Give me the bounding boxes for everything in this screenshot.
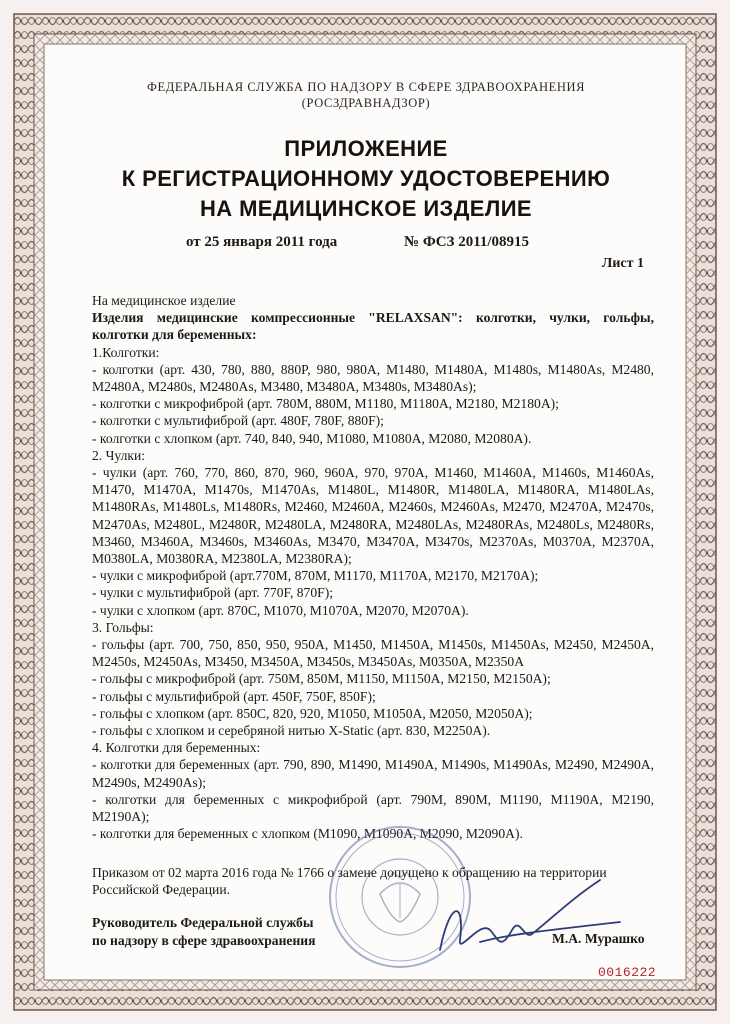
signatory-title (92, 914, 315, 949)
issue-date: от 25 января 2011 года (186, 234, 338, 250)
signatory-name: М.А. Мурашко (552, 931, 645, 946)
list-item: - чулки с микрофиброй (арт.770M, 870M, M1170, M1170A, M2170, M2170A); (92, 568, 539, 584)
list-item: 3. Гольфы: (92, 619, 154, 635)
agency-name: ФЕДЕРАЛЬНАЯ СЛУЖБА ПО НАДЗОРУ В СФЕРЕ ЗДРАВООХРАНЕНИЯ (146, 80, 586, 94)
list-item: 4. Колготки для беременных: (92, 740, 261, 756)
list-item: - чулки с мультифиброй (арт. 770F, 870F); (92, 585, 334, 601)
list-item: - колготки для беременных (арт. 790, 890, M1490, M1490A, M1490s, M1490As, M2490, M2490A, M2490s, M2490As); (92, 757, 654, 790)
doc-title-line3: НА МЕДИЦИНСКОЕ ИЗДЕЛИЕ (199, 196, 533, 221)
decree-text: Приказом от 02 марта 2016 года № 1766 о замене допущено к обращению на территории Российской Федерации. (92, 865, 607, 898)
list-item: - колготки с микрофиброй (арт. 780M, 880M, M1180, M1180A, M2180, M2180A); (92, 396, 559, 412)
doc-title-line1: ПРИЛОЖЕНИЕ (284, 136, 448, 161)
signatory-title-line1: Руководитель Федеральной службы (92, 915, 314, 930)
product-description (92, 292, 654, 843)
list-item: - колготки (арт. 430, 780, 880, 880P, 980, 980A, M1480, M1480A, M1480s, M1480As, M2480, M2480A, M2480s, M2480As, M3480, M3480A, M3480s, M3480As); (92, 361, 654, 395)
list-item: - колготки с хлопком (арт. 740, 840, 940, M1080, M1080A, M2080, M2080A). (92, 430, 532, 446)
signatory-title-line2: по надзору в сфере здравоохранения (92, 932, 316, 948)
list-item: - гольфы с микрофиброй (арт. 750M, 850M, M1150, M1150A, M2150, M2150A); (92, 671, 551, 687)
list-item: - чулки (арт. 760, 770, 860, 870, 960, 960A, 970, 970A, M1460, M1460A, M1460s, M1460As, M1470, M1470A, M1470s, M1470As, M1480L, M1480R, M1480LA, M1480RA, M1480LAs, M1480RAs, M1480Ls, M1480Rs, M2460, M2460A, M2460s, M2460As, M2470, M2470A, M2470s, M2470As, M2480L, M2480R, M2480LA, M2480RA, M2480LAs, M2480RAs, M2480Ls, M2480Rs, M3460, M3460A, M3460s, M3460As, M3470, M3470A, M3470s, M2370As, M0370A, M2370A, M0380LA, M0380RA, M2380LA, M2380RA); (92, 465, 654, 567)
list-item: - колготки с мультифиброй (арт. 480F, 780F, 880F); (92, 413, 384, 429)
product-name: Изделия медицинские компрессионные "RELAXSAN": колготки, чулки, гольфы, колготки для беременных: (92, 310, 654, 343)
intro-text: На медицинское изделие (92, 293, 236, 308)
list-item: - гольфы с хлопком и серебряной нитью X-Static (арт. 830, M2250A). (92, 723, 491, 739)
sheet-number: Лист 1 (601, 256, 644, 271)
list-item: - гольфы с мультифиброй (арт. 450F, 750F, 850F); (92, 688, 376, 704)
signature-icon (420, 860, 630, 970)
list-item: 1.Колготки: (92, 344, 160, 360)
doc-title-line2: К РЕГИСТРАЦИОННОМУ УДОСТОВЕРЕНИЮ (121, 166, 611, 191)
agency-abbreviation: (РОСЗДРАВНАДЗОР) (301, 96, 431, 110)
list-item: 2. Чулки: (92, 447, 146, 463)
list-item: - гольфы (арт. 700, 750, 850, 950, 950A, M1450, M1450A, M1450s, M1450As, M2450, M2450A, M2450s, M2450As, M3450, M3450A, M3450s, M3450As, M0350A, M2350A (92, 637, 654, 670)
certificate-number: № ФСЗ 2011/08915 (404, 234, 530, 250)
list-item: - гольфы с хлопком (арт. 850C, 820, 920, M1050, M1050A, M2050, M2050A); (92, 705, 533, 721)
list-item: - колготки для беременных с микрофиброй (арт. 790M, 890M, M1190, M1190A, M2190, M2190A); (92, 791, 654, 825)
serial-number: 0016222 (598, 965, 657, 980)
list-item: - чулки с хлопком (арт. 870C, M1070, M1070A, M2070, M2070A). (92, 602, 469, 618)
list-item: - колготки для беременных с хлопком (M1090, M1090A, M2090, M2090A). (92, 826, 523, 842)
